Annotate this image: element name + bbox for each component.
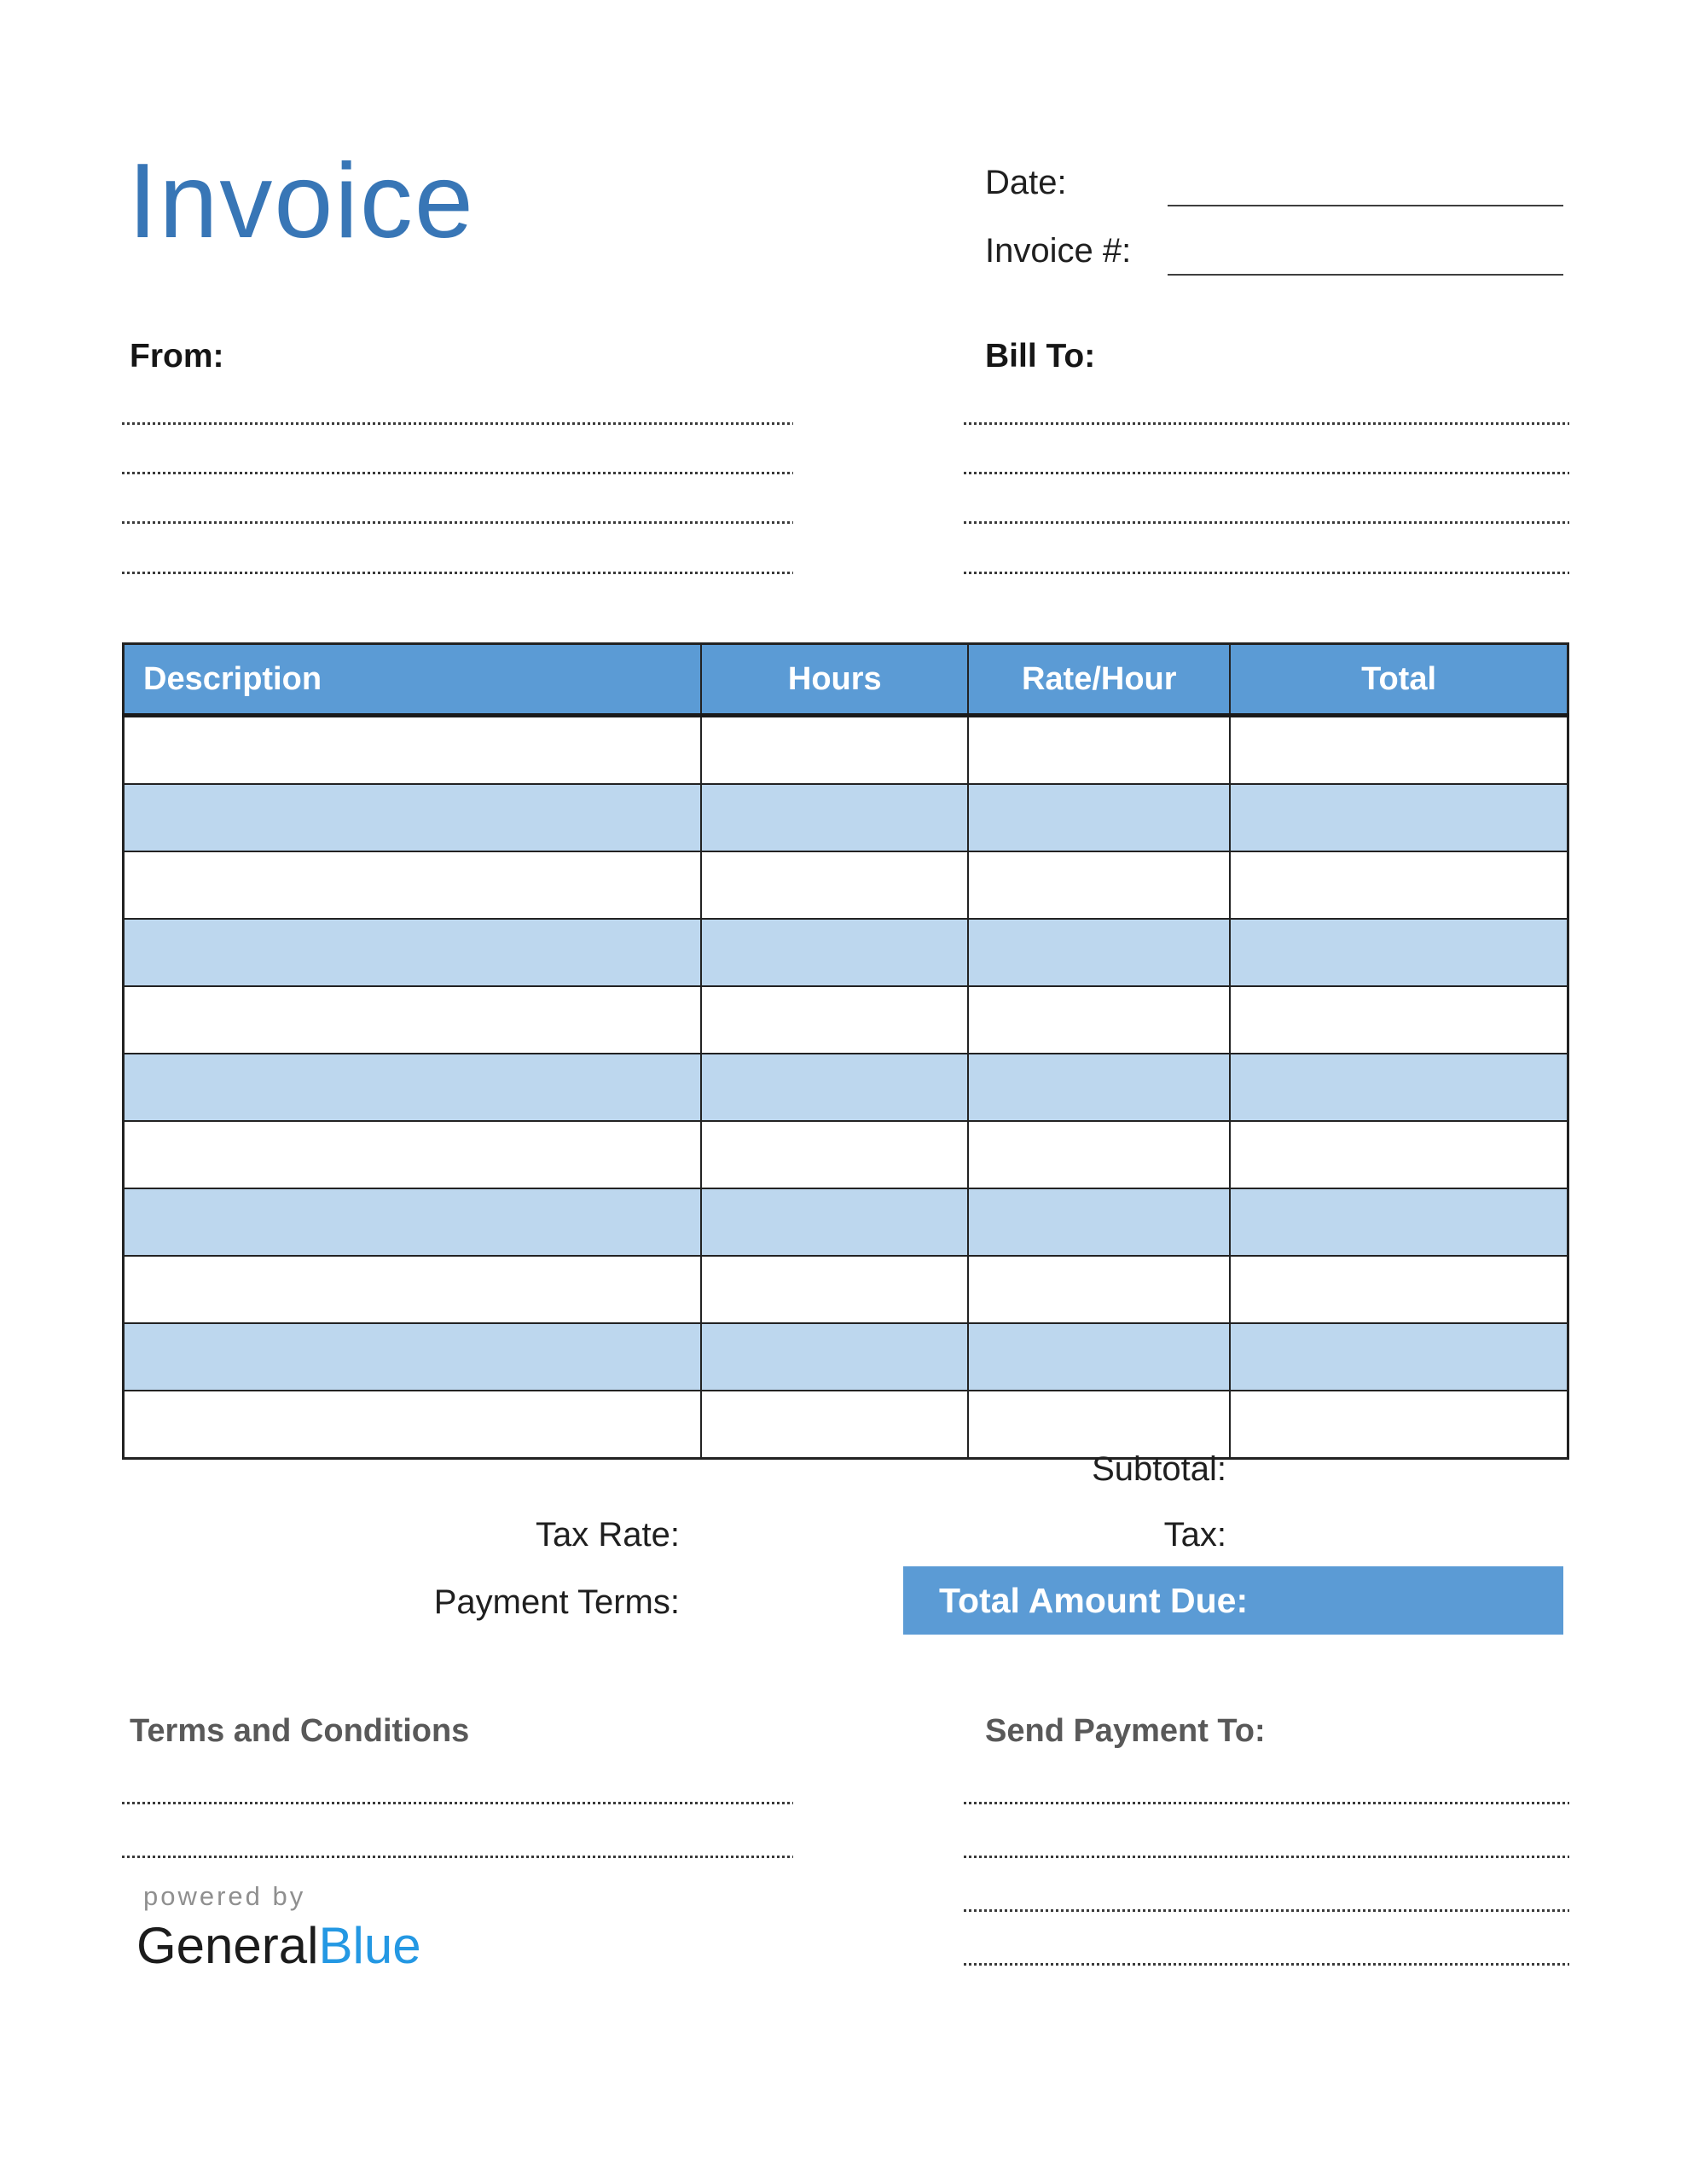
table-cell[interactable] xyxy=(701,1121,968,1188)
subtotal-label: Subtotal: xyxy=(1092,1450,1226,1488)
table-cell[interactable] xyxy=(968,784,1230,851)
from-line[interactable] xyxy=(122,472,793,474)
table-row xyxy=(124,716,1568,785)
table-cell[interactable] xyxy=(1230,851,1568,919)
date-label: Date: xyxy=(985,164,1067,201)
table-cell[interactable] xyxy=(968,1256,1230,1323)
invoice-number-line[interactable] xyxy=(1168,274,1563,276)
send-payment-line[interactable] xyxy=(964,1802,1569,1804)
send-payment-line[interactable] xyxy=(964,1909,1569,1912)
table-cell[interactable] xyxy=(1230,1121,1568,1188)
table-row xyxy=(124,1256,1568,1323)
table-cell[interactable] xyxy=(968,919,1230,986)
table-row xyxy=(124,1391,1568,1459)
table-row xyxy=(124,1054,1568,1121)
table-cell[interactable] xyxy=(124,1256,702,1323)
table-row xyxy=(124,1188,1568,1256)
invoice-number-label: Invoice #: xyxy=(985,232,1132,270)
from-line[interactable] xyxy=(122,572,793,574)
bill-to-label: Bill To: xyxy=(985,338,1096,375)
table-cell[interactable] xyxy=(124,1188,702,1256)
payment-terms-label: Payment Terms: xyxy=(433,1583,680,1621)
table-cell[interactable] xyxy=(968,1323,1230,1391)
send-payment-line[interactable] xyxy=(964,1963,1569,1966)
send-payment-to-heading: Send Payment To: xyxy=(985,1713,1266,1749)
table-header-row xyxy=(124,644,1568,716)
table-cell[interactable] xyxy=(701,851,968,919)
total-amount-due-label: Total Amount Due: xyxy=(939,1580,1249,1620)
table-cell[interactable] xyxy=(124,851,702,919)
table-row xyxy=(124,851,1568,919)
table-cell[interactable] xyxy=(1230,716,1568,785)
table-row xyxy=(124,1323,1568,1391)
tax-rate-label: Tax Rate: xyxy=(536,1516,680,1554)
table-cell[interactable] xyxy=(124,1391,702,1459)
tax-label: Tax: xyxy=(1163,1516,1226,1554)
table-cell[interactable] xyxy=(124,1054,702,1121)
brand-blue-text: Blue xyxy=(318,1917,421,1974)
table-cell[interactable] xyxy=(1230,919,1568,986)
table-row xyxy=(124,919,1568,986)
table-cell[interactable] xyxy=(701,986,968,1054)
table-cell[interactable] xyxy=(701,919,968,986)
bill-to-line[interactable] xyxy=(964,472,1569,474)
bill-to-line[interactable] xyxy=(964,521,1569,524)
terms-line[interactable] xyxy=(122,1856,793,1858)
date-line[interactable] xyxy=(1168,205,1563,206)
general-blue-logo xyxy=(136,1916,421,1975)
terms-and-conditions-heading: Terms and Conditions xyxy=(130,1713,470,1749)
table-cell[interactable] xyxy=(1230,1054,1568,1121)
brand-general-text: General xyxy=(136,1917,319,1974)
powered-by-text: powered by xyxy=(143,1881,306,1911)
table-cell[interactable] xyxy=(701,1323,968,1391)
table-cell[interactable] xyxy=(1230,986,1568,1054)
table-cell[interactable] xyxy=(968,1188,1230,1256)
table-cell[interactable] xyxy=(124,784,702,851)
table-cell[interactable] xyxy=(1230,784,1568,851)
total-amount-due-bar xyxy=(903,1566,1563,1635)
table-cell[interactable] xyxy=(124,1121,702,1188)
from-line[interactable] xyxy=(122,422,793,425)
table-cell[interactable] xyxy=(701,1256,968,1323)
table-row xyxy=(124,1121,1568,1188)
bill-to-line[interactable] xyxy=(964,422,1569,425)
bill-to-line[interactable] xyxy=(964,572,1569,574)
table-cell[interactable] xyxy=(701,1188,968,1256)
table-cell[interactable] xyxy=(701,716,968,785)
table-cell[interactable] xyxy=(1230,1256,1568,1323)
table-cell[interactable] xyxy=(701,1391,968,1459)
table-cell[interactable] xyxy=(968,716,1230,785)
column-header-rate-hour: Rate/Hour xyxy=(968,644,1230,716)
table-cell[interactable] xyxy=(124,986,702,1054)
table-cell[interactable] xyxy=(1230,1391,1568,1459)
send-payment-line[interactable] xyxy=(964,1856,1569,1858)
table-cell[interactable] xyxy=(124,716,702,785)
table-row xyxy=(124,986,1568,1054)
table-cell[interactable] xyxy=(124,1323,702,1391)
from-line[interactable] xyxy=(122,521,793,524)
table-cell[interactable] xyxy=(968,986,1230,1054)
items-table xyxy=(122,642,1569,1460)
table-cell[interactable] xyxy=(968,1054,1230,1121)
page-title: Invoice xyxy=(128,142,475,260)
table-cell[interactable] xyxy=(701,784,968,851)
table-cell[interactable] xyxy=(968,1391,1230,1459)
table-cell[interactable] xyxy=(968,1121,1230,1188)
terms-line[interactable] xyxy=(122,1802,793,1804)
from-label: From: xyxy=(130,338,224,375)
table-cell[interactable] xyxy=(1230,1188,1568,1256)
table-row xyxy=(124,784,1568,851)
table-cell[interactable] xyxy=(968,851,1230,919)
column-header-hours: Hours xyxy=(701,644,968,716)
table-cell[interactable] xyxy=(124,919,702,986)
table-cell[interactable] xyxy=(1230,1323,1568,1391)
table-cell[interactable] xyxy=(701,1054,968,1121)
column-header-description: Description xyxy=(124,644,702,716)
column-header-total: Total xyxy=(1230,644,1568,716)
